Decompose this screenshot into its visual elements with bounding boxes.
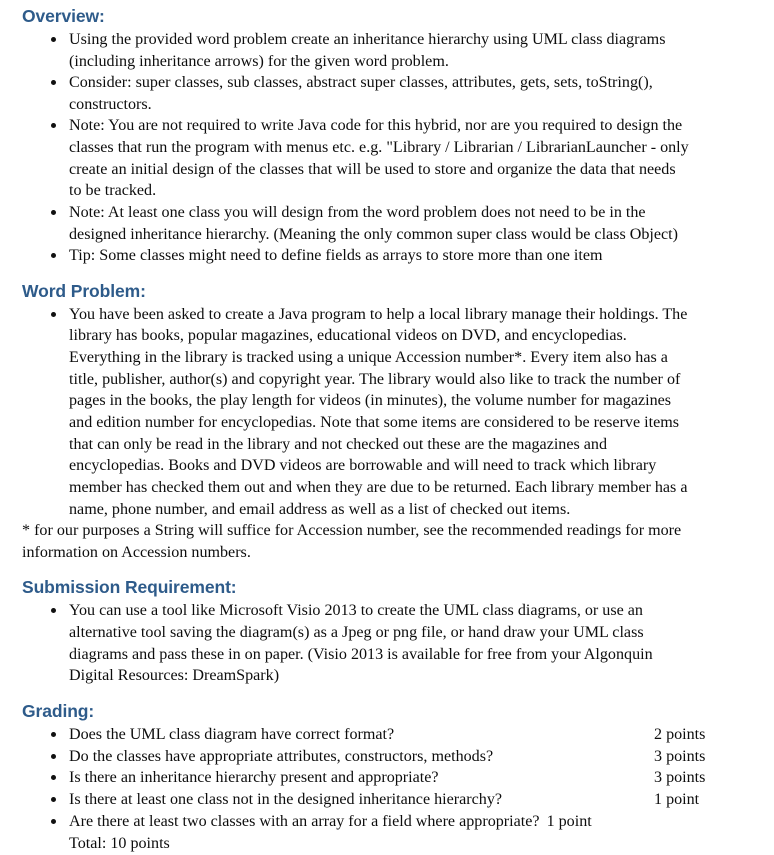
grading-row xyxy=(45,811,690,855)
grading-criterion: Is there an inheritance hierarchy present and appropriate? xyxy=(69,769,439,787)
submission-bullet-list xyxy=(22,600,690,687)
list-item: Note: You are not required to write Java code for this hybrid, nor are you required to design the classes that run the program with menus etc. e.g. "Library / Librarian / LibrarianLauncher - only create an initial design of the classes that will be used to store and organize the data that needs to be tracked. xyxy=(45,115,690,202)
grading-criterion: Does the UML class diagram have correct format? xyxy=(69,725,395,743)
section-grading xyxy=(22,700,706,855)
grading-list xyxy=(22,724,706,855)
overview-heading: Overview: xyxy=(22,6,105,26)
grading-total: Total: 10 points xyxy=(69,834,170,852)
list-item: You have been asked to create a Java program to help a local library manage their holdings. The library has books, popular magazines, educational videos on DVD, and encyclopedias. Everything in the library is tracked using a unique Accession number*. Every item also has a title, publisher, author(s) and copyright year. The library would also like to track the number of pages in the books, the play length for videos (in minutes), the volume number for magazines and edition number for encyclopedias. Note that some items are considered to be reserve items that can only be read in the library and not checked out these are the magazines and encyclopedias. Books and DVD videos are borrowable and will need to track which library member has checked them out and when they are due to be returned. Each library member has a name, phone number, and email address as well as a list of checked out items. xyxy=(45,304,690,520)
grading-points: 1 point xyxy=(654,791,700,809)
accession-footnote: * for our purposes a String will suffice for Accession number, see the recommended readings for more information on Accession numbers. xyxy=(22,522,682,561)
grading-row-inner xyxy=(69,724,706,746)
section-word-problem xyxy=(22,281,690,564)
submission-heading: Submission Requirement: xyxy=(22,577,237,598)
section-overview xyxy=(22,6,690,267)
grading-row xyxy=(45,789,700,811)
grading-row-inner xyxy=(69,811,690,833)
grading-criterion: Are there at least two classes with an array for a field where appropriate? xyxy=(69,812,540,830)
grading-row-inner xyxy=(69,789,700,811)
word-problem-heading: Word Problem: xyxy=(22,280,146,301)
list-item: Tip: Some classes might need to define fields as arrays to store more than one item xyxy=(45,245,690,267)
grading-row xyxy=(45,767,706,789)
list-item: You can use a tool like Microsoft Visio 2013 to create the UML class diagrams, or use an alternative tool saving the diagram(s) as a Jpeg or png file, or hand draw your UML class diagrams and pass these in on paper. (Visio 2013 is available for free from your Algonquin Digital Resources: DreamSpark) xyxy=(45,600,690,687)
grading-row-inner xyxy=(69,767,706,789)
grading-row-inner xyxy=(69,746,706,768)
grading-points: 3 points xyxy=(654,769,706,787)
word-problem-bullet-list xyxy=(22,304,690,520)
grading-criterion: Is there at least one class not in the designed inheritance hierarchy? xyxy=(69,791,503,809)
grading-heading: Grading: xyxy=(22,700,95,721)
list-item: Using the provided word problem create an inheritance hierarchy using UML class diagrams (including inheritance arrows) for the given word problem. xyxy=(45,29,690,72)
overview-bullet-list xyxy=(22,29,690,267)
list-item: Note: At least one class you will design from the word problem does not need to be in the designed inheritance hierarchy. (Meaning the only common super class would be class Object) xyxy=(45,202,690,245)
grading-points: 1 point xyxy=(546,812,592,830)
section-submission-requirement xyxy=(22,577,690,686)
grading-row xyxy=(45,724,706,746)
list-item: Consider: super classes, sub classes, abstract super classes, attributes, gets, sets, toString(), constructors. xyxy=(45,72,690,115)
grading-row xyxy=(45,746,706,768)
grading-points: 2 points xyxy=(654,725,706,743)
grading-points: 3 points xyxy=(654,747,706,765)
grading-criterion: Do the classes have appropriate attributes, constructors, methods? xyxy=(69,747,494,765)
